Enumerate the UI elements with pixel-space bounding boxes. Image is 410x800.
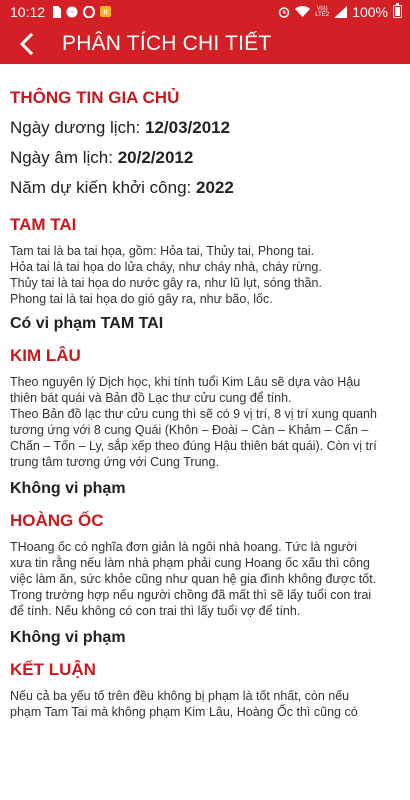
status-bar-right (278, 4, 402, 20)
build-year-value: 2022 (196, 178, 234, 197)
solar-date-value: 12/03/2012 (144, 118, 231, 137)
hoang-oc-verdict: Không vi phạm (10, 629, 126, 646)
ket-luan-description (10, 688, 398, 720)
lunar-date-label: Ngày âm lịch: (10, 148, 118, 167)
tam-tai-title: TAM TAI (10, 215, 77, 234)
text-line: Theo nguyên lý Dịch học, khi tính tuổi Kim Lâu sẽ dựa vào Hậu (10, 375, 361, 389)
app-e-icon: e (100, 6, 111, 17)
text-line: Phong tai là tai họa do gió gây ra, như bão, lốc. (10, 292, 273, 306)
hoang-oc-title: HOÀNG ỐC (10, 511, 104, 530)
text-line: THoang ốc có nghĩa đơn giản là ngôi nhà hoang. Tức là người (10, 540, 358, 554)
text-line: Theo Bản đồ lạc thư cửu cung thì sẽ có 9 vị trí, 8 vị trí xung quanh (10, 407, 377, 421)
text-line: việc làm ăn, sức khỏe cũng như quan hệ gia đình không được tốt. (10, 572, 377, 586)
text-line: để tính. Nếu không có con trai thì lấy tuổi vợ để tính. (10, 604, 301, 618)
text-line: xưa tin rằng nếu làm nhà phạm phải cung Hoang ốc xấu thì công (10, 556, 370, 570)
text-line: Chấn – Tốn – Ly, sắp xếp theo đúng Hậu thiên bát quái). Còn vị trí (10, 439, 377, 453)
bottom-blank-area (0, 764, 410, 800)
alarm-icon (278, 6, 290, 18)
solar-date-label: Ngày dương lịch: (10, 118, 145, 137)
text-line: Nếu cả ba yếu tố trên đều không bị phạm là tốt nhất, còn nếu (10, 689, 350, 703)
text-line: Tam tai là ba tai họa, gồm: Hỏa tai, Thủy tai, Phong tai. (10, 244, 315, 258)
text-line: thiên bát quái và Bản đồ Lạc thư cửu cung để tính. (10, 391, 292, 405)
text-line: phạm Tam Tai mà không phạm Kim Lâu, Hoàng Ốc thì cũng có (10, 705, 358, 719)
signal-icon (334, 6, 347, 18)
sim-icon (52, 6, 61, 18)
kim-lau-description (10, 374, 398, 470)
page-title: PHÂN TÍCH CHI TIẾT (62, 31, 272, 55)
tam-tai-description (10, 243, 398, 307)
build-year-label: Năm dự kiến khởi công: (10, 178, 196, 197)
wifi-icon (295, 6, 310, 17)
text-line: Thủy tai là tai họa do nước gây ra, như lũ lụt, sóng thần. (10, 276, 322, 290)
build-year-row (10, 177, 398, 199)
app-bar (0, 23, 410, 64)
hoang-oc-description (10, 539, 398, 619)
lunar-date-value: 20/2/2012 (117, 148, 194, 167)
lte-indicator: Vo)) LTE2 (315, 5, 330, 18)
text-line: Trong trường hợp nếu người chồng đã mất thì sẽ lấy tuổi con trai (10, 588, 372, 602)
text-line: Hỏa tai là tai họa do lửa cháy, như cháy nhà, cháy rừng. (10, 260, 322, 274)
lunar-date-row (10, 147, 398, 169)
back-button[interactable] (0, 23, 52, 64)
chevron-left-icon (19, 33, 33, 55)
tam-tai-verdict: Có vi phạm TAM TAI (10, 315, 164, 332)
analysis-content[interactable] (0, 64, 410, 764)
opera-icon (83, 6, 95, 18)
text-line: trung tâm tương ứng với Cung Trung. (10, 455, 219, 469)
status-time: 10:12 (10, 3, 46, 20)
battery-icon (393, 5, 402, 18)
text-line: tương ứng với 8 cung Quái (Khôn – Đoài – Càn – Khảm – Cấn – (10, 423, 369, 437)
kim-lau-title: KIM LÂU (10, 346, 81, 365)
owner-section-title: THÔNG TIN GIA CHỦ (10, 88, 180, 107)
status-bar (0, 0, 410, 23)
ket-luan-title: KẾT LUẬN (10, 660, 96, 679)
messenger-icon (66, 6, 78, 18)
kim-lau-verdict: Không vi phạm (10, 480, 126, 497)
status-bar-left (10, 4, 111, 20)
battery-percent: 100% (352, 3, 388, 20)
solar-date-row (10, 117, 398, 139)
